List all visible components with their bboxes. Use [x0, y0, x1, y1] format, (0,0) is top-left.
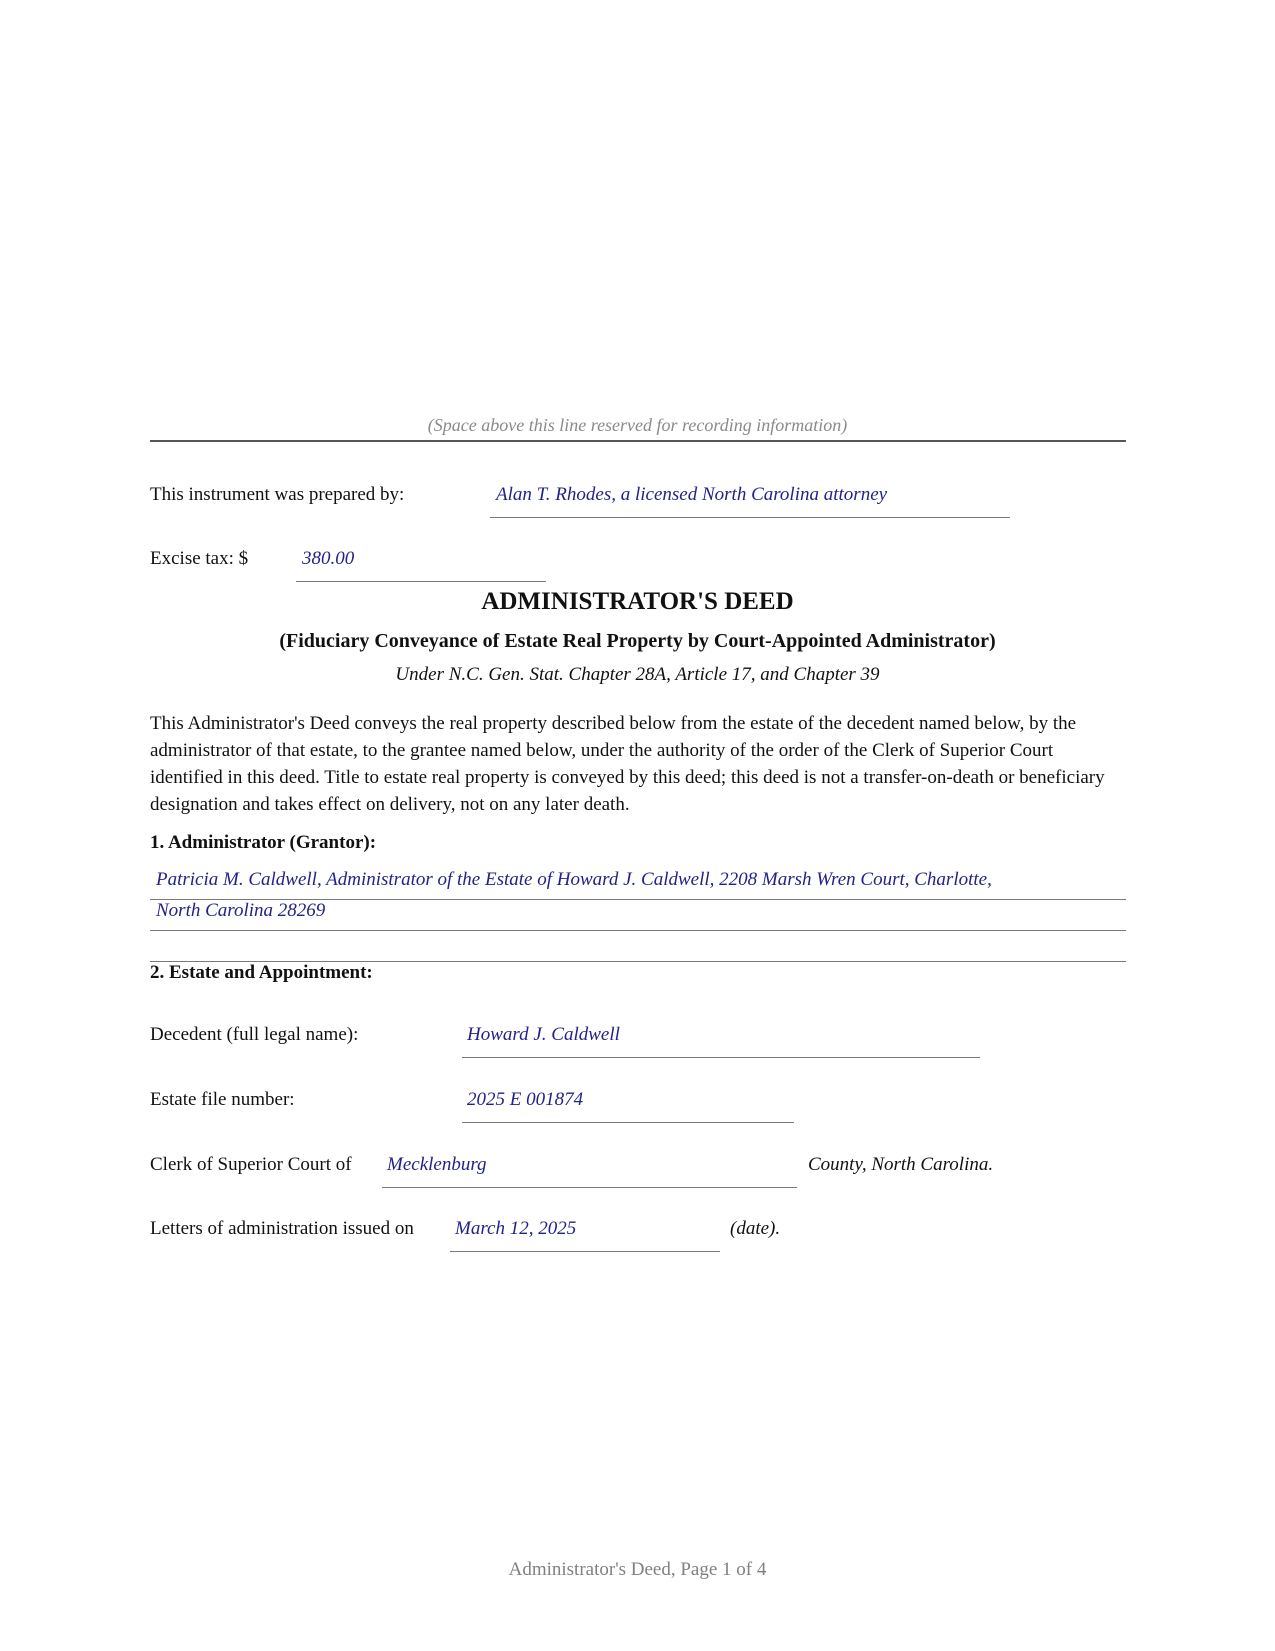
prepared-by-label: This instrument was prepared by:: [150, 484, 405, 505]
excise-tax-label: Excise tax: $: [150, 548, 249, 569]
page-footer: Administrator's Deed, Page 1 of 4: [508, 1559, 767, 1580]
intro-paragraph: This Administrator's Deed conveys the real property described below from the estate of the decedent named below, by the administrator of that estate, to the grantee named below, under the authority of the order of the Clerk of Superior Court identified in this deed. Title to estate real property is conveyed by this deed; this deed is not a transfer-on-death or beneficiary designation and takes effect on delivery, not on any later death.: [150, 713, 1105, 815]
letters-label: Letters of administration issued on: [150, 1218, 414, 1239]
grantor-line-1[interactable]: Patricia M. Caldwell, Administrator of the Estate of Howard J. Caldwell, 2208 Marsh Wren Court, Charlotte,: [156, 869, 992, 890]
recording-divider: [150, 440, 1126, 442]
excise-tax-value[interactable]: 380.00: [302, 548, 355, 569]
estate-file-underline: [462, 1122, 794, 1123]
clerk-county-underline: [382, 1187, 797, 1188]
decedent-underline: [462, 1057, 980, 1058]
clerk-label: Clerk of Superior Court of: [150, 1154, 352, 1175]
decedent-value[interactable]: Howard J. Caldwell: [467, 1024, 620, 1045]
prepared-by-value[interactable]: Alan T. Rhodes, a licensed North Carolina attorney: [496, 484, 888, 505]
decedent-label: Decedent (full legal name):: [150, 1024, 359, 1045]
estate-file-value[interactable]: 2025 E 001874: [467, 1089, 584, 1110]
grantor-line-2[interactable]: North Carolina 28269: [156, 900, 326, 921]
document-subtitle: (Fiduciary Conveyance of Estate Real Property by Court-Appointed Administrator): [279, 630, 996, 652]
letters-date-underline: [450, 1251, 720, 1252]
prepared-by-underline: [490, 517, 1010, 518]
recording-space-note: (Space above this line reserved for recording information): [427, 415, 848, 435]
letters-date-suffix: (date).: [730, 1218, 781, 1239]
section-1-heading: 1. Administrator (Grantor):: [150, 832, 377, 853]
letters-date-value[interactable]: March 12, 2025: [455, 1218, 577, 1239]
estate-file-label: Estate file number:: [150, 1089, 295, 1110]
statute-reference: Under N.C. Gen. Stat. Chapter 28A, Article 17, and Chapter 39: [395, 664, 880, 685]
document-title: ADMINISTRATOR'S DEED: [481, 588, 794, 615]
clerk-county-value[interactable]: Mecklenburg: [387, 1154, 487, 1175]
excise-tax-underline: [296, 581, 546, 582]
grantor-underline-2: [150, 930, 1126, 931]
clerk-county-suffix: County, North Carolina.: [808, 1154, 994, 1175]
section-2-heading: 2. Estate and Appointment:: [150, 962, 373, 983]
